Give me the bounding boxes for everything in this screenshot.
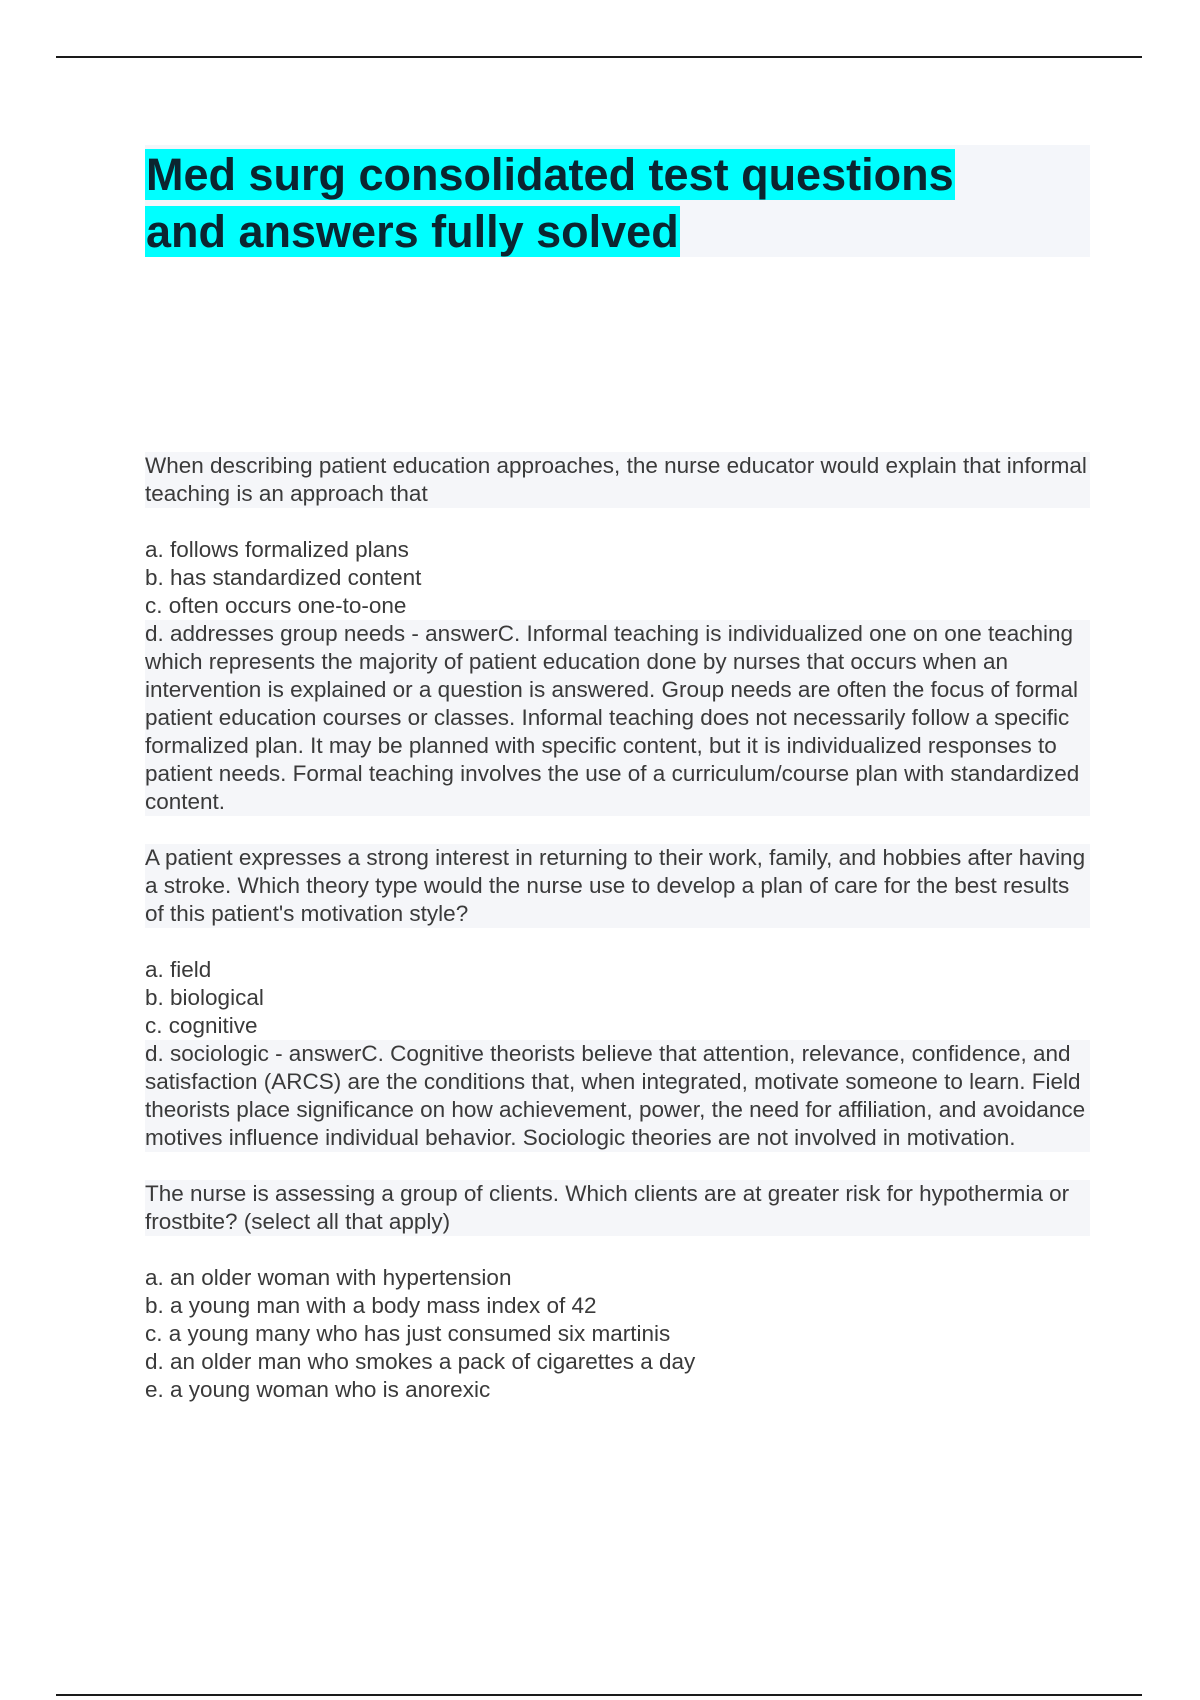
question-3-option-b: b. a young man with a body mass index of 42 (145, 1293, 597, 1318)
question-3 (145, 1180, 1090, 1404)
question-2 (145, 844, 1090, 1152)
question-2-option-b: b. biological (145, 985, 264, 1010)
question-2-option-a: a. field (145, 957, 212, 982)
question-1-option-c: c. often occurs one-to-one (145, 593, 407, 618)
question-2-text: A patient expresses a strong interest in returning to their work, family, and hobbies after having a stroke. Which theory type would the nurse use to develop a plan of care for the best results of this patient's motivation style? (145, 844, 1090, 928)
question-1-option-a: a. follows formalized plans (145, 537, 409, 562)
question-3-option-c: c. a young many who has just consumed six martinis (145, 1321, 671, 1346)
question-3-option-e: e. a young woman who is anorexic (145, 1377, 491, 1402)
question-1-text: When describing patient education approaches, the nurse educator would explain that informal teaching is an approach that (145, 452, 1090, 508)
question-1-option-b: b. has standardized content (145, 565, 422, 590)
question-3-text: The nurse is assessing a group of clients. Which clients are at greater risk for hypothermia or frostbite? (select all that apply) (145, 1180, 1090, 1236)
footer-rule (56, 1694, 1142, 1696)
question-3-option-a: a. an older woman with hypertension (145, 1265, 512, 1290)
question-2-option-c: c. cognitive (145, 1013, 258, 1038)
title-line-1: Med surg consolidated test questions (146, 149, 954, 200)
header-rule (56, 56, 1142, 58)
question-list (145, 452, 1090, 1432)
question-3-option-d: d. an older man who smokes a pack of cigarettes a day (145, 1349, 696, 1374)
title-line-2: and answers fully solved (146, 206, 679, 257)
question-1 (145, 452, 1090, 816)
document-title (145, 145, 1090, 260)
question-2-option-d-answer: d. sociologic - answerC. Cognitive theorists believe that attention, relevance, confidence, and satisfaction (ARCS) are the conditions that, when integrated, motivate someone to learn. Field theorists place significance on how achievement, power, the need for affiliation, and avoidance motives influence individual behavior. Sociologic theories are not involved in motivation. (145, 1040, 1090, 1152)
question-1-option-d-answer: d. addresses group needs - answerC. Informal teaching is individualized one on one teaching which represents the majority of patient education done by nurses that occurs when an intervention is explained or a question is answered. Group needs are often the focus of formal patient education courses or classes. Informal teaching does not necessarily follow a specific formalized plan. It may be planned with specific content, but it is individualized responses to patient needs. Formal teaching involves the use of a curriculum/course plan with standardized content. (145, 620, 1090, 816)
title-block (145, 145, 1090, 257)
